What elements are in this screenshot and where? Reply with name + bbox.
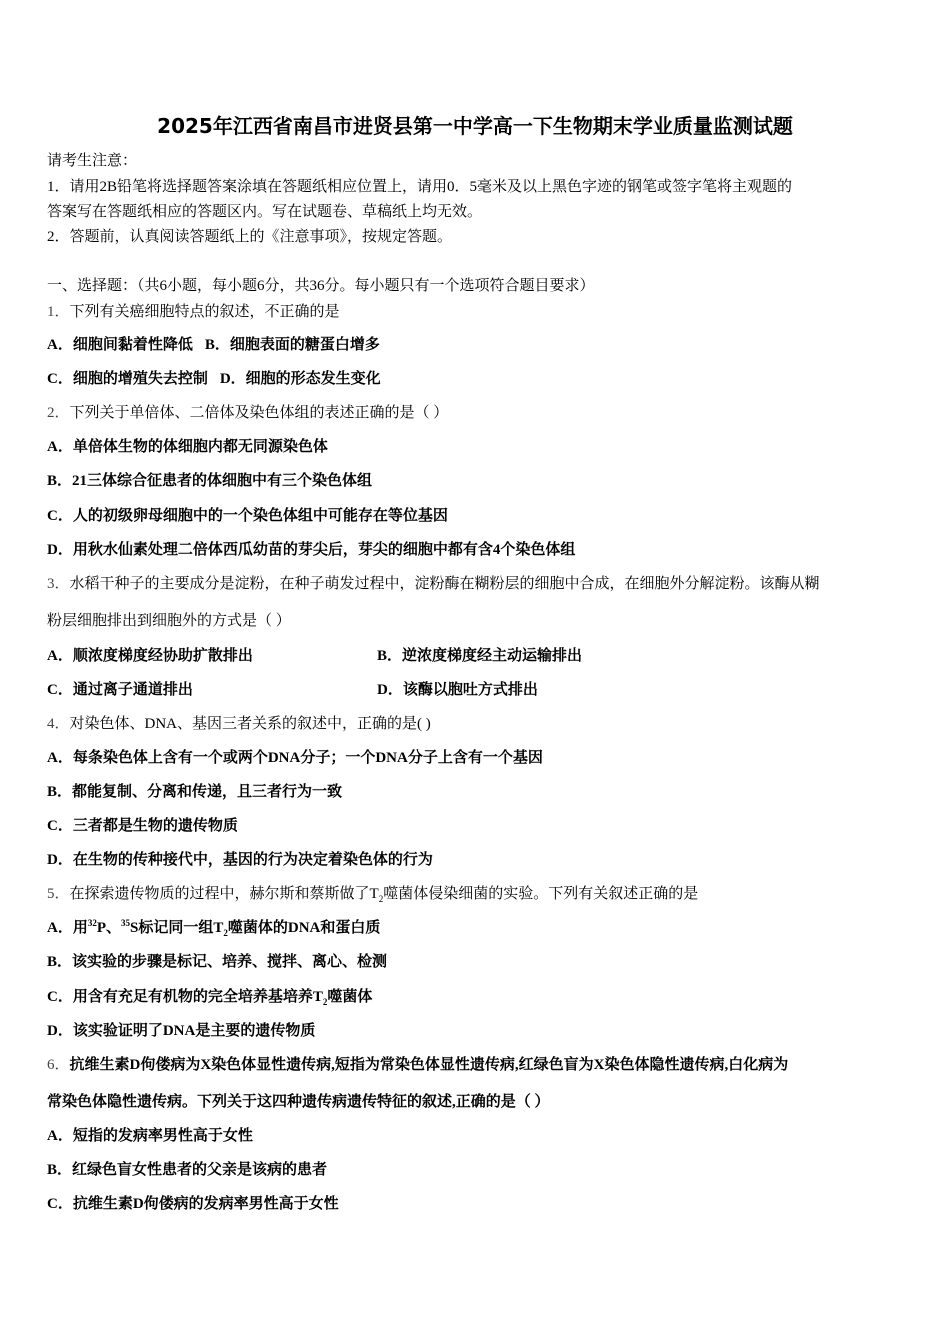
option-c [47,987,907,1007]
option-row [47,335,907,355]
option-d: D．该酶以胞吐方式排出 [377,682,538,698]
notice-heading: 请考生注意： [47,153,138,169]
question-3-continued: 粉层细胞排出到细胞外的方式是（ ） [47,613,291,629]
option-b: B．细胞表面的糖蛋白增多 [204,337,380,353]
option-b: B．逆浓度梯度经主动运输排出 [377,648,583,664]
question-number: 4． [47,716,70,732]
question-1 [47,302,907,322]
question-5 [47,884,907,904]
option-row [47,646,907,666]
superscript: 35 [121,918,131,928]
option-c: C．通过离子通道排出 [47,682,193,698]
question-number: 5． [47,886,70,902]
subscript: 2 [378,894,384,904]
option-text: 噬菌体 [327,989,373,1005]
notice-item-1a: 1．请用2B铅笔将选择题答案涂填在答题纸相应位置上，请用0．5毫米及以上黑色字迹的钢笔或签字笔将主观题的 [47,179,793,195]
option-a: A．单倍体生物的体细胞内都无同源染色体 [47,439,328,455]
question-number: 6． [47,1057,70,1073]
option-c: C．人的初级卵母细胞中的一个染色体组中可能存在等位基因 [47,508,448,524]
question-stem: 下列有关癌细胞特点的叙述，不正确的是 [69,304,340,320]
section-heading: 一、选择题：（共6小题，每小题6分，共36分。每小题只有一个选项符合题目要求） [47,278,595,294]
option-a: A．细胞间黏着性降低 [47,337,193,353]
question-4 [47,714,907,734]
option-d: D．在生物的传种接代中，基因的行为决定着染色体的行为 [47,852,433,868]
question-stem-tail: 噬菌体侵染细菌的实验。下列有关叙述正确的是 [383,886,699,902]
question-6-continued: 常染色体隐性遗传病。下列关于这四种遗传病遗传特征的叙述,正确的是（ ） [47,1094,550,1110]
option-c: C．抗维生素D佝偻病的发病率男性高于女性 [47,1196,339,1212]
option-a [47,918,907,938]
question-number: 3． [47,576,70,592]
option-a: A．每条染色体上含有一个或两个DNA分子；一个DNA分子上含有一个基因 [47,750,543,766]
option-c: C．细胞的增殖失去控制 [47,371,208,387]
option-d: D．用秋水仙素处理二倍体西瓜幼苗的芽尖后，芽尖的细胞中都有含4个染色体组 [47,542,576,558]
option-b: B．都能复制、分离和传递，且三者行为一致 [47,784,343,800]
question-2 [47,403,907,423]
option-row [47,680,907,700]
notice-item-2: 2．答题前，认真阅读答题纸上的《注意事项》，按规定答题。 [47,229,453,245]
option-text: C．用含有充足有机物的完全培养基培养T [47,989,323,1005]
question-stem: 抗维生素D佝偻病为X染色体显性遗传病,短指为常染色体显性遗传病,红绿色盲为X染色体隐性遗传病,白化病为 [69,1057,789,1073]
option-c: C．三者都是生物的遗传物质 [47,818,238,834]
subscript: 2 [322,997,328,1007]
option-d: D．细胞的形态发生变化 [219,371,381,387]
option-b: B．该实验的步骤是标记、培养、搅拌、离心、检测 [47,954,388,970]
superscript: 32 [87,918,97,928]
question-stem: 在探索遗传物质的过程中，赫尔斯和蔡斯做了T [69,886,379,902]
question-3 [47,574,907,594]
option-b: B．21三体综合征患者的体细胞中有三个染色体组 [47,473,373,489]
notice-item-1b: 答案写在答题纸相应的答题区内。写在试题卷、草稿纸上均无效。 [47,204,483,220]
option-a: A．顺浓度梯度经协助扩散排出 [47,648,253,664]
option-text: A．用 [47,920,88,936]
question-6 [47,1055,907,1075]
subscript: 2 [223,928,228,938]
option-row [47,369,907,389]
question-stem: 对染色体、DNA、基因三者关系的叙述中，正确的是( ) [69,716,431,732]
option-d: D．该实验证明了DNA是主要的遗传物质 [47,1023,316,1039]
option-b: B．红绿色盲女性患者的父亲是该病的患者 [47,1162,328,1178]
question-stem: 下列关于单倍体、二倍体及染色体组的表述正确的是（ ） [69,405,449,421]
question-stem: 水稻干种子的主要成分是淀粉，在种子萌发过程中，淀粉酶在糊粉层的细胞中合成，在细胞外分解淀粉。该酶从糊 [69,576,820,592]
option-text: S标记同一组T [130,920,224,936]
page-title: 2025年江西省南昌市进贤县第一中学高一下生物期末学业质量监测试题 [157,114,793,138]
option-text: 噬菌体的DNA和蛋白质 [227,920,381,936]
option-text: P、 [96,920,122,936]
option-a: A．短指的发病率男性高于女性 [47,1128,253,1144]
question-number: 2． [47,405,70,421]
question-number: 1． [47,304,70,320]
